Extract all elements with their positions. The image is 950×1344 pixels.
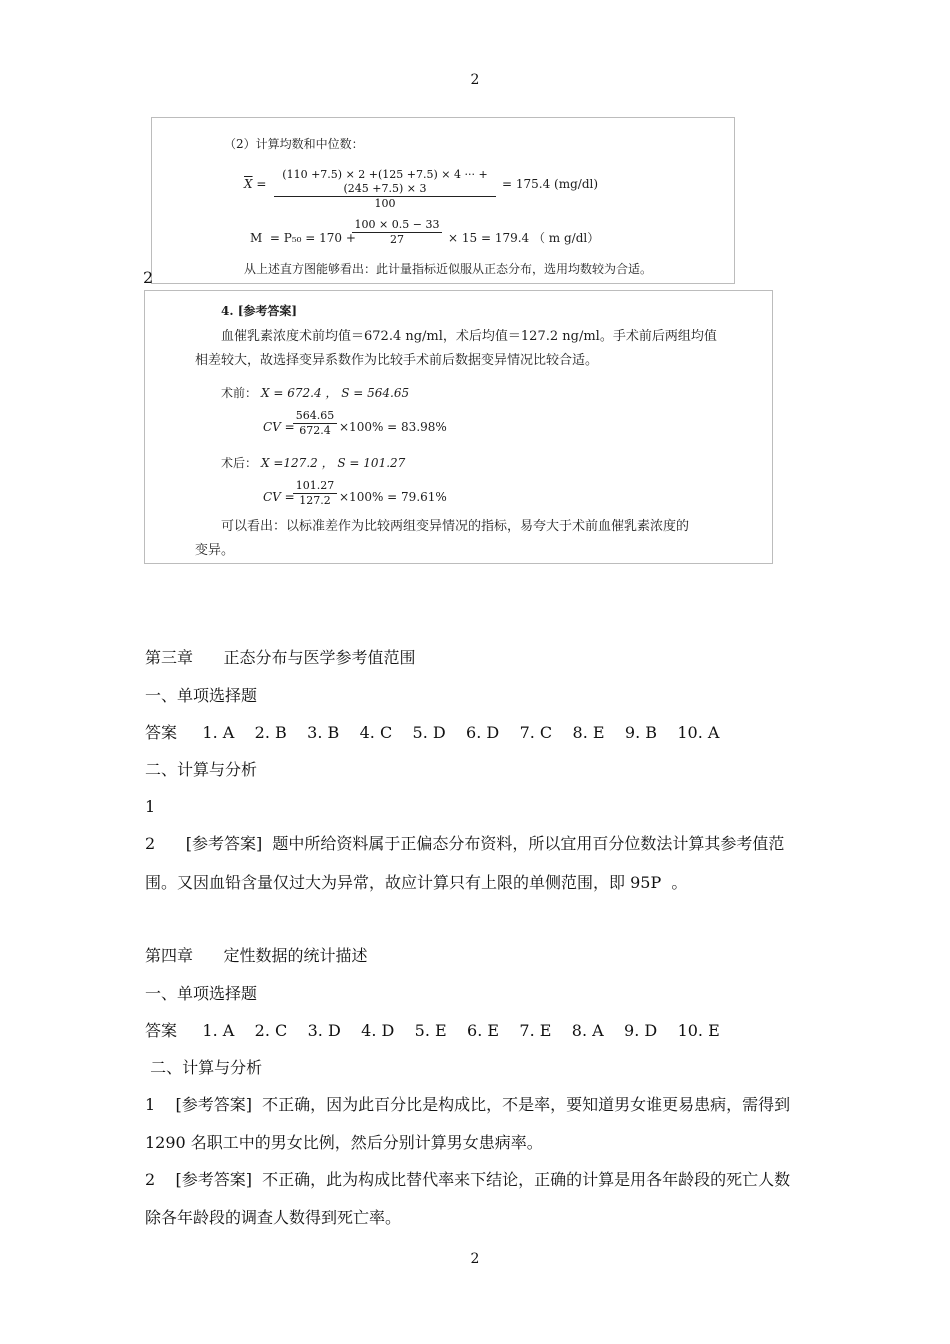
mean-formula-lhs: $\overline{X}$ = [244,177,267,191]
chapter4-item2-line2: 除各年龄段的调查人数得到死亡率。 [145,1208,402,1227]
figure1-heading: （2）计算均数和中位数： [224,137,364,151]
chapter4-section1: 一、单项选择题 [145,984,258,1003]
chapter3-answers: 答案 1. A 2. B 3. B 4. C 5. D 6. D 7. C 8. E 9. B 10. A [145,723,720,742]
chapter4-item1-line1: 1 [参考答案] 不正确，因为此百分比是构成比，不是率，要知道男女谁更易患病，需得到 [145,1095,791,1114]
mean-denominator: 100 [374,197,396,210]
chapter4-answers: 答案 1. A 2. C 3. D 4. D 5. E 6. E 7. E 8. A 9. D 10. E [145,1021,720,1040]
figure2-heading: 4. [参考答案] [221,304,298,318]
median-numerator: 100 × 0.5 − 33 [352,218,442,233]
chapter3-title: 第三章 正态分布与医学参考值范围 [145,648,416,667]
post-cv-numerator: 101.27 [293,479,337,494]
chapter3-item2-line2: 围。又因血铅含量仅过大为异常，故应计算只有上限的单侧范围，即 95P 。 [145,873,688,892]
chapter3-item2-line1: 2 [参考答案] 题中所给资料属于正偏态分布资料，所以宜用百分位数法计算其参考值范 [145,834,785,853]
chapter4-section2: 二、计算与分析 [145,1058,263,1077]
pre-cv-fraction [293,409,337,438]
median-formula-rhs: × 15 = 179.4 （ m g/dl） [448,231,600,245]
post-cv-lhs: CV = [263,490,295,504]
figure2-conclusion2: 变异。 [195,543,235,558]
figure2-conclusion1: 可以看出：以标准差作为比较两组变异情况的指标，易夸大于术前血催乳素浓度的 [221,519,690,534]
median-denominator: 27 [390,233,404,246]
chapter4-item1-line2: 1290 名职工中的男女比例，然后分别计算男女患病率。 [145,1133,543,1152]
pre-cv-lhs: CV = [263,420,295,434]
formula-figure-mean-median [151,117,735,284]
page-number-bottom: 2 [470,1251,480,1267]
pre-cv-rhs: ×100% = 83.98% [339,420,447,434]
mean-formula-fraction [274,168,496,211]
post-stats: X =127.2 ， S = 101.27 [261,456,406,470]
chapter4-title: 第四章 定性数据的统计描述 [145,946,368,965]
figure2-line2: 相差较大，故选择变异系数作为比较手术前后数据变异情况比较合适。 [195,353,599,368]
chapter3-item1: 1 [145,797,156,816]
answer-figure-cv [144,290,773,564]
figure1-conclusion: 从上述直方图能够看出：此计量指标近似服从正态分布，选用均数较为合适。 [244,262,653,276]
stray-label: 2 [143,268,154,287]
chapter3-section1: 一、单项选择题 [145,686,258,705]
chapter3-section2: 二、计算与分析 [145,760,258,779]
figure2-line1: 血催乳素浓度术前均值＝672.4 ng/ml，术后均值＝127.2 ng/ml。手术前后两组均值 [221,329,717,344]
pre-cv-denominator: 672.4 [299,424,331,437]
median-formula-fraction [352,218,442,247]
median-formula-lhs: M = P₅₀ = 170 + [250,231,356,245]
pre-cv-numerator: 564.65 [293,409,337,424]
post-label: 术后： [221,456,258,470]
post-cv-rhs: ×100% = 79.61% [339,490,447,504]
mean-formula-rhs: = 175.4 (mg/dl) [502,177,599,191]
post-cv-fraction [293,479,337,508]
pre-stats: X = 672.4 ， S = 564.65 [261,386,410,400]
pre-label: 术前： [221,386,258,400]
mean-numerator: (110 +7.5) × 2 +(125 +7.5) × 4 ··· +(245 +7.5) × 3 [274,168,496,197]
chapter4-item2-line1: 2 [参考答案] 不正确，此为构成比替代率来下结论，正确的计算是用各年龄段的死亡人数 [145,1170,791,1189]
page-number-top: 2 [470,72,480,88]
post-cv-denominator: 127.2 [299,494,331,507]
